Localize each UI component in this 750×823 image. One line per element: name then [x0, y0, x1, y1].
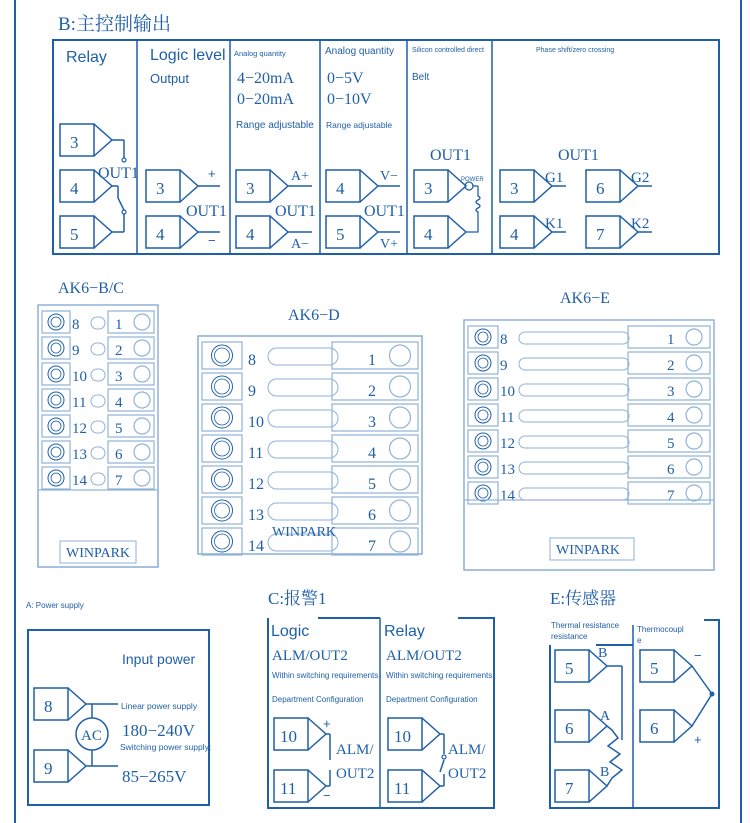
svg-text:4: 4	[336, 179, 345, 198]
svg-text:4: 4	[156, 225, 165, 244]
terminal-label: 12	[72, 421, 87, 437]
terminal-label: 11	[72, 395, 87, 411]
terminal-label: 5	[115, 421, 123, 437]
svg-text:Relay: Relay	[384, 623, 425, 640]
terminal-label: 7	[368, 538, 376, 555]
svg-text:e: e	[637, 636, 642, 645]
svg-text:Analog quantity: Analog quantity	[234, 49, 286, 58]
svg-text:Input power: Input power	[122, 651, 196, 667]
svg-text:A: A	[600, 709, 611, 724]
svg-text:ALM/: ALM/	[448, 742, 486, 758]
section-c-title: C:报警1	[268, 589, 327, 608]
svg-text:85−265V: 85−265V	[122, 767, 187, 786]
terminal-label: 5	[368, 476, 376, 493]
svg-text:Relay: Relay	[66, 49, 107, 66]
alarm-relay	[384, 623, 492, 802]
analog-voltage-output	[325, 46, 405, 252]
svg-text:4−20mA: 4−20mA	[237, 70, 295, 87]
terminal-label: 14	[500, 488, 515, 504]
terminal-label: 13	[72, 447, 87, 463]
svg-text:4: 4	[424, 225, 433, 244]
terminal-label: 10	[248, 414, 264, 431]
svg-text:Department Configuration: Department Configuration	[272, 695, 364, 704]
model-d-terminal-block	[198, 336, 422, 555]
terminal-label: 10	[72, 369, 87, 385]
section-e-title: E:传感器	[550, 589, 617, 608]
svg-text:Output: Output	[150, 71, 190, 86]
svg-text:K1: K1	[545, 216, 564, 232]
svg-text:8: 8	[44, 697, 53, 716]
terminal-label: 10	[500, 384, 515, 400]
terminal-label: 3	[368, 414, 376, 431]
svg-text:3: 3	[424, 179, 433, 198]
svg-text:resistance: resistance	[551, 632, 588, 641]
terminal-label: 3	[667, 384, 675, 400]
svg-text:6: 6	[565, 719, 574, 738]
terminal-label: 11	[500, 410, 515, 426]
svg-text:Logic level: Logic level	[150, 47, 226, 64]
terminal-label: 1	[368, 352, 376, 369]
phase-title: Phase shift/zero crossing	[536, 47, 615, 54]
svg-text:G2: G2	[631, 170, 650, 186]
phase-shift-output	[500, 47, 652, 248]
svg-text:OUT1: OUT1	[364, 203, 405, 220]
terminal-label: 12	[500, 436, 515, 452]
terminal-label: 4	[667, 410, 675, 426]
terminal-label: 12	[248, 476, 264, 493]
svg-text:OUT2: OUT2	[448, 766, 487, 782]
svg-text:AC: AC	[81, 728, 102, 744]
svg-text:OUT1: OUT1	[430, 147, 471, 164]
terminal-label: 6	[115, 447, 123, 463]
section-b-title: B:主控制输出	[58, 14, 171, 35]
svg-text:−: −	[208, 233, 216, 248]
model-bc-terminal-block	[38, 305, 158, 567]
svg-text:K2: K2	[631, 216, 650, 232]
model-e-title: AK6−E	[560, 290, 610, 307]
svg-text:−: −	[323, 788, 331, 803]
terminal-label: 7	[115, 473, 123, 489]
alarm-logic	[271, 623, 378, 803]
terminal-label: 2	[667, 358, 675, 374]
svg-text:+: +	[323, 716, 331, 731]
model-d-title: AK6−D	[288, 307, 340, 324]
svg-text:Thermal resistance: Thermal resistance	[551, 621, 620, 630]
svg-text:3: 3	[156, 179, 165, 198]
svg-text:V−: V−	[380, 169, 399, 184]
terminal-label: 14	[248, 538, 264, 555]
model-bc-title: AK6−B/C	[58, 280, 124, 297]
svg-text:11: 11	[394, 779, 411, 798]
svg-text:Within switching requirements: Within switching requirements	[272, 671, 379, 680]
model-e-terminal-block	[464, 320, 714, 570]
svg-text:5: 5	[336, 225, 345, 244]
svg-text:9: 9	[44, 759, 53, 778]
terminal-label: 4	[368, 445, 376, 462]
svg-text:Linear power supply: Linear power supply	[121, 701, 198, 711]
svg-text:3: 3	[246, 179, 255, 198]
svg-text:0−10V: 0−10V	[327, 91, 372, 108]
svg-text:Analog quantity	[325, 46, 394, 57]
svg-text:POWER: POWER	[461, 177, 484, 183]
svg-text:Logic: Logic	[271, 623, 310, 640]
svg-text:3: 3	[510, 179, 519, 198]
svg-text:Within switching requirements: Within switching requirements	[386, 671, 493, 680]
svg-text:OUT2: OUT2	[336, 766, 375, 782]
terminal-label: 6	[368, 507, 376, 524]
terminal-label: 3	[115, 369, 123, 385]
svg-text:11: 11	[280, 779, 297, 798]
svg-text:ALM/: ALM/	[336, 742, 374, 758]
svg-text:OUT1: OUT1	[186, 203, 227, 220]
thermocouple-title: Thermocoupl	[637, 625, 684, 634]
svg-text:0−20mA: 0−20mA	[237, 91, 295, 108]
svg-text:A−: A−	[291, 237, 310, 252]
terminal-label: 9	[500, 358, 508, 374]
terminal-label: 9	[248, 383, 256, 400]
terminal-label: 8	[72, 317, 80, 333]
svg-text:Switching power supply:: Switching power supply:	[120, 742, 212, 752]
svg-text:6: 6	[650, 719, 659, 738]
svg-text:4: 4	[246, 225, 255, 244]
svg-text:6: 6	[596, 179, 605, 198]
svg-text:5: 5	[70, 225, 79, 244]
svg-text:10: 10	[394, 727, 411, 746]
terminal-label: 2	[115, 343, 123, 359]
brand-label: WINPARK	[272, 525, 337, 540]
scr-output	[412, 47, 484, 248]
svg-text:V+: V+	[380, 237, 399, 252]
terminal-label: 1	[115, 317, 123, 333]
svg-text:OUT1: OUT1	[275, 203, 316, 220]
terminal-label: 5	[667, 436, 675, 452]
svg-text:B: B	[598, 646, 608, 661]
terminal-label: 13	[500, 462, 515, 478]
svg-text:180−240V: 180−240V	[122, 721, 195, 740]
terminal-label: 4	[115, 395, 123, 411]
terminal-label: 11	[248, 445, 264, 462]
section-a-title: A: Power supply	[26, 601, 84, 610]
svg-text:A+: A+	[291, 169, 310, 184]
analog-v-title: Analog quantity	[325, 46, 394, 57]
terminal-label: 1	[667, 332, 675, 348]
brand-label: WINPARK	[66, 546, 131, 561]
terminal-label: 6	[667, 462, 675, 478]
brand-label: WINPARK	[556, 543, 621, 558]
logic-level-output	[146, 47, 227, 248]
svg-text:7: 7	[596, 225, 605, 244]
svg-text:+: +	[694, 732, 702, 747]
svg-text:ALM/OUT2: ALM/OUT2	[272, 648, 348, 664]
terminal-label: 14	[72, 473, 87, 489]
svg-text:7: 7	[565, 779, 574, 798]
analog-current-output	[234, 49, 316, 252]
svg-text:5: 5	[650, 659, 659, 678]
svg-text:Range adjustable: Range adjustable	[326, 120, 393, 130]
svg-text:Range adjustable: Range adjustable	[236, 120, 314, 131]
svg-text:OUT1: OUT1	[98, 165, 139, 182]
svg-text:0−5V: 0−5V	[327, 70, 364, 87]
svg-text:OUT1: OUT1	[558, 147, 599, 164]
svg-text:Department Configuration: Department Configuration	[386, 695, 478, 704]
relay-output	[60, 49, 139, 248]
terminal-label: 9	[72, 343, 80, 359]
svg-text:3: 3	[70, 133, 79, 152]
svg-text:10: 10	[280, 727, 297, 746]
svg-text:5: 5	[565, 659, 574, 678]
thermal-resistance	[551, 621, 622, 802]
svg-text:4: 4	[510, 225, 519, 244]
terminal-label: 2	[368, 383, 376, 400]
svg-text:ALM/OUT2: ALM/OUT2	[386, 648, 462, 664]
terminal-label: 8	[500, 332, 508, 348]
terminal-label: 8	[248, 352, 256, 369]
svg-text:−: −	[694, 648, 702, 663]
terminal-label: 13	[248, 507, 264, 524]
thermocouple	[637, 625, 715, 747]
terminal-label: 7	[667, 488, 675, 504]
svg-text:B: B	[600, 765, 610, 780]
scr-title: Silicon controlled direct	[412, 47, 484, 54]
svg-text:G1: G1	[545, 170, 564, 186]
svg-text:Belt: Belt	[412, 72, 430, 83]
svg-text:4: 4	[70, 179, 79, 198]
svg-text:+: +	[208, 166, 216, 181]
